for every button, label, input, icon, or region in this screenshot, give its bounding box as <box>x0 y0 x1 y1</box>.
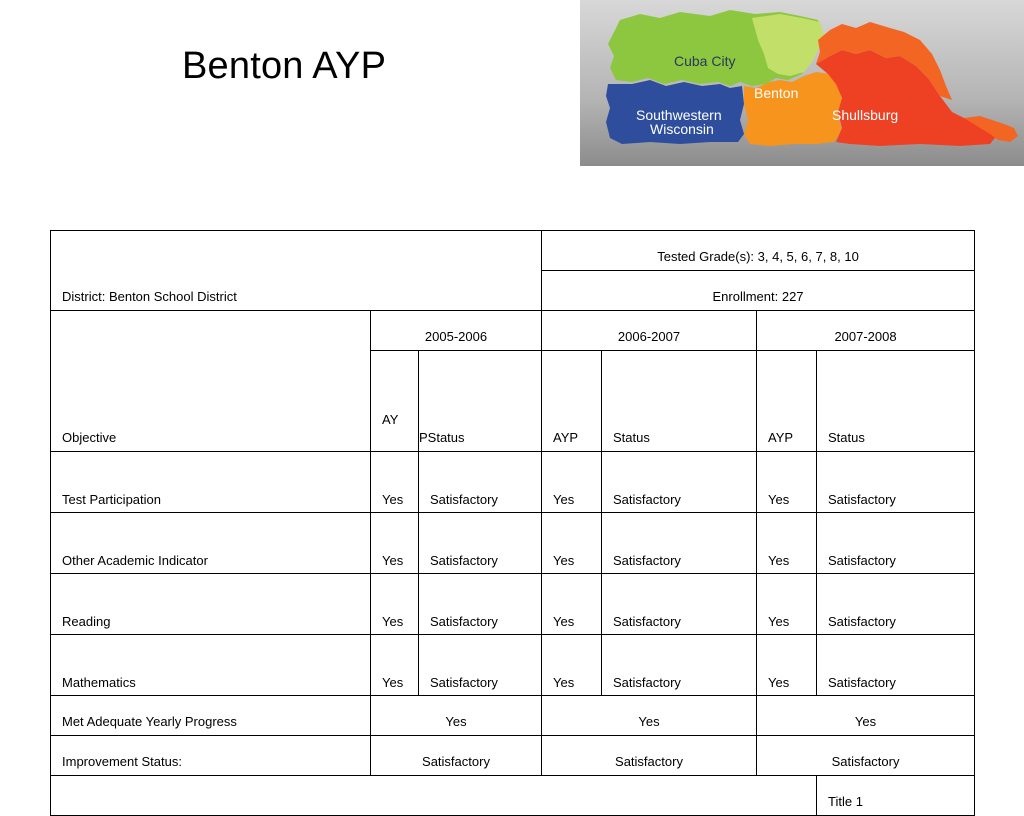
slide-title: Benton AYP <box>182 45 387 87</box>
table-row <box>51 513 975 574</box>
cell-status: Satisfactory <box>602 574 757 635</box>
cell-ayp: Yes <box>542 452 602 513</box>
met-ayp-row <box>51 696 975 736</box>
cell-status: Satisfactory <box>817 513 975 574</box>
met-ayp-2005: Yes <box>371 696 542 736</box>
objective-label: Mathematics <box>51 635 371 696</box>
cell-ayp: Yes <box>371 513 419 574</box>
tested-grades: Tested Grade(s): 3, 4, 5, 6, 7, 8, 10 <box>657 249 859 264</box>
footer-blank <box>51 776 817 816</box>
map-label-benton: Benton <box>754 85 799 101</box>
ayp-table <box>50 230 975 816</box>
cell-status: Satisfactory <box>817 452 975 513</box>
cell-ayp: Yes <box>371 574 419 635</box>
year-2005-2006: 2005-2006 <box>371 311 542 351</box>
district-name: District: Benton School District <box>62 289 237 304</box>
map-label-southwestern: Southwestern <box>636 107 722 123</box>
year-2007-2008: 2007-2008 <box>757 311 975 351</box>
improvement-label: Improvement Status: <box>51 736 371 776</box>
footer-note: Title 1 <box>817 776 975 816</box>
col-header-status-2006: Status <box>602 351 757 452</box>
objective-header: Objective <box>62 430 117 445</box>
improvement-2007: Satisfactory <box>757 736 975 776</box>
improvement-2006: Satisfactory <box>542 736 757 776</box>
col-header-ayp-2006: AYP <box>542 351 602 452</box>
cell-status: Satisfactory <box>817 574 975 635</box>
table-years-row <box>51 311 975 351</box>
table-row <box>51 452 975 513</box>
met-ayp-2007: Yes <box>757 696 975 736</box>
cell-status: Satisfactory <box>419 635 542 696</box>
district-map <box>580 0 1024 166</box>
map-label-wisconsin: Wisconsin <box>650 121 714 137</box>
cell-ayp: Yes <box>542 574 602 635</box>
cell-ayp: Yes <box>371 452 419 513</box>
table-row <box>51 574 975 635</box>
cell-ayp: Yes <box>757 513 817 574</box>
district-map-image <box>580 0 1024 166</box>
cell-status: Satisfactory <box>419 452 542 513</box>
improvement-2005: Satisfactory <box>371 736 542 776</box>
col-header-ayp-2007: AYP <box>757 351 817 452</box>
footer-row <box>51 776 975 816</box>
objective-header-cell <box>51 311 371 452</box>
map-label-cuba-city: Cuba City <box>674 53 736 69</box>
enrollment-cell <box>542 271 975 311</box>
table-row <box>51 635 975 696</box>
enrollment: Enrollment: 227 <box>712 289 804 304</box>
cell-ayp: Yes <box>542 635 602 696</box>
objective-label: Reading <box>51 574 371 635</box>
improvement-row <box>51 736 975 776</box>
objective-label: Other Academic Indicator <box>51 513 371 574</box>
cell-ayp: Yes <box>757 574 817 635</box>
cell-ayp: Yes <box>757 635 817 696</box>
cell-status: Satisfactory <box>817 635 975 696</box>
met-ayp-2006: Yes <box>542 696 757 736</box>
cell-ayp: Yes <box>757 452 817 513</box>
objective-label: Test Participation <box>51 452 371 513</box>
cell-status: Satisfactory <box>602 635 757 696</box>
met-ayp-label: Met Adequate Yearly Progress <box>51 696 371 736</box>
cell-status: Satisfactory <box>602 513 757 574</box>
cell-status: Satisfactory <box>419 574 542 635</box>
table-header-row-1 <box>51 231 975 271</box>
map-label-shullsburg: Shullsburg <box>832 107 899 123</box>
cell-status: Satisfactory <box>602 452 757 513</box>
col-header-ayp-2005 <box>371 351 419 452</box>
cell-ayp: Yes <box>542 513 602 574</box>
col-header-ayp-split-b: PStatus <box>419 430 465 445</box>
col-header-status-2005 <box>419 351 542 452</box>
col-header-ayp-split-a: AY <box>382 412 399 427</box>
cell-status: Satisfactory <box>419 513 542 574</box>
col-header-status-2007: Status <box>817 351 975 452</box>
year-2006-2007: 2006-2007 <box>542 311 757 351</box>
tested-grades-cell <box>542 231 975 271</box>
cell-ayp: Yes <box>371 635 419 696</box>
district-cell <box>51 231 542 311</box>
